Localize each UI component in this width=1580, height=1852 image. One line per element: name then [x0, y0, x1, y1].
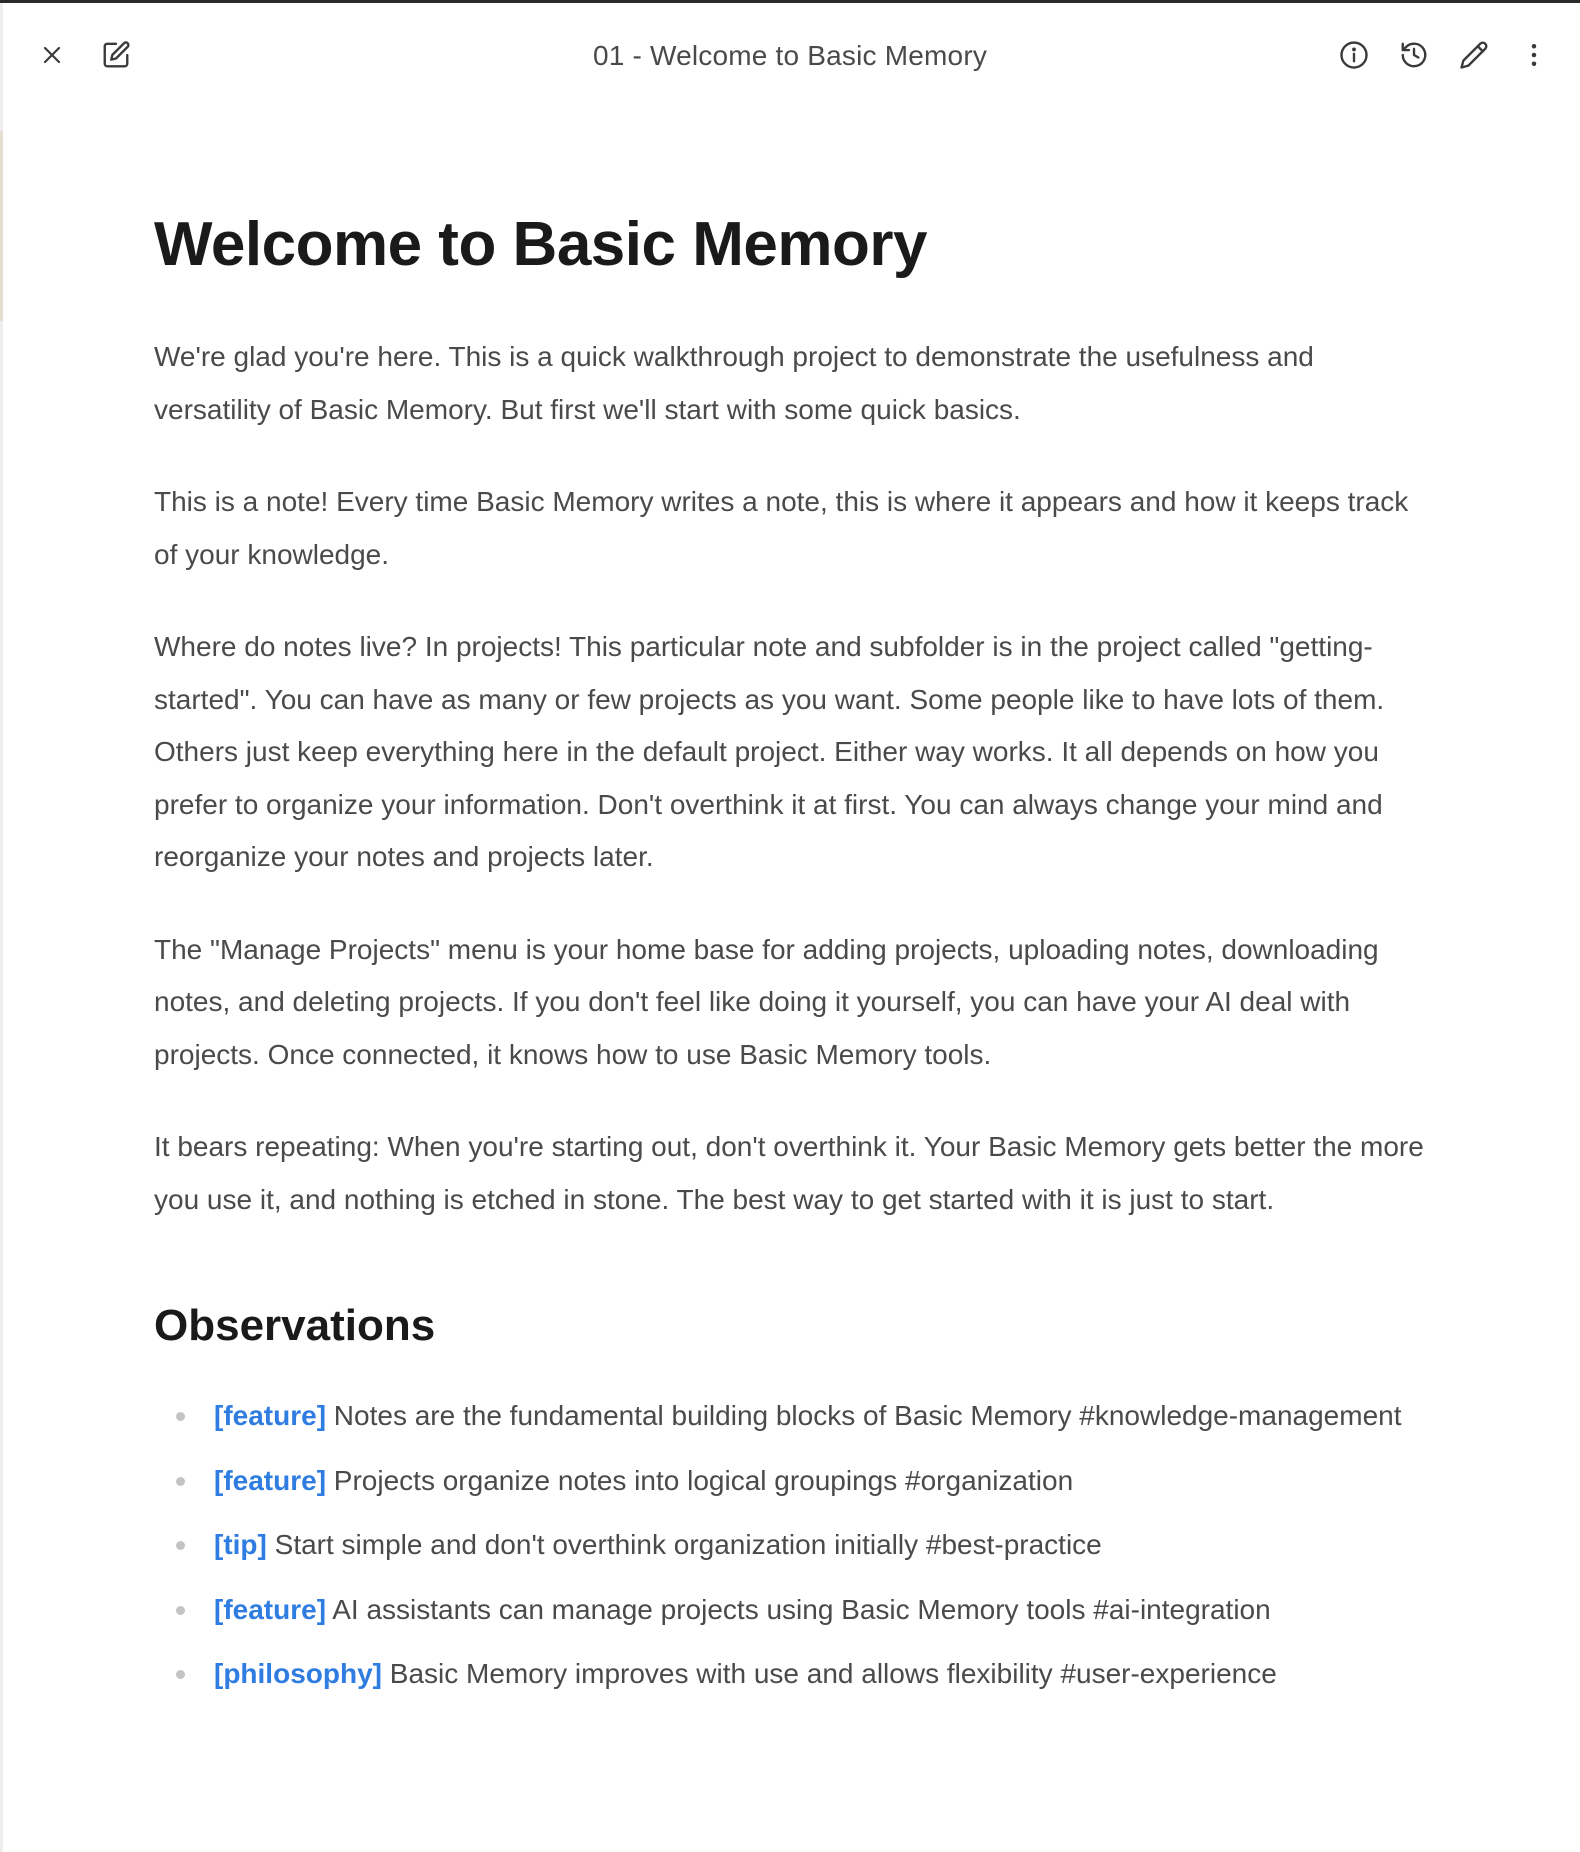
- observation-category-tag[interactable]: [philosophy]: [214, 1658, 382, 1689]
- close-button[interactable]: [30, 33, 74, 77]
- info-icon: [1339, 40, 1369, 70]
- paragraph: Where do notes live? In projects! This particular note and subfolder is in the project called "getting-started". You can have as many or few projects as you want. Some people like to have lots of them. Others just keep everything here in the default project. Either way works. It all depends on how you prefer to organize your information. Don't overthink it at first. You can always change your mind and reorganize your notes and projects later.: [154, 631, 1385, 872]
- observation-text: Basic Memory improves with use and allows flexibility #user-experience: [389, 1658, 1277, 1689]
- paragraph: The "Manage Projects" menu is your home base for adding projects, uploading notes, downloading notes, and deleting projects. If you don't feel like doing it yourself, you can have your AI deal with projects. Once connected, it knows how to use Basic Memory tools.: [154, 933, 1379, 1070]
- observation-category-tag[interactable]: [feature]: [214, 1400, 327, 1431]
- observation-category-tag[interactable]: [feature]: [214, 1593, 327, 1625]
- observation-text: AI assistants can manage projects using Basic Memory tools #ai-integration: [332, 1593, 1271, 1625]
- observation-item: [154, 1519, 1434, 1572]
- paragraph: This is a note! Every time Basic Memory writes a note, this is where it appears and how it keeps track of your knowledge.: [154, 486, 1409, 570]
- info-button[interactable]: [1332, 33, 1376, 77]
- history-button[interactable]: [1392, 33, 1436, 77]
- paragraph: It bears repeating: When you're starting out, don't overthink it. Your Basic Memory gets better the more you use it, and nothing is etched in stone. The best way to get started with it is just to start.: [154, 1131, 1424, 1215]
- observation-item: [154, 1455, 1434, 1508]
- paragraph: We're glad you're here. This is a quick walkthrough project to demonstrate the usefulness and versatility of Basic Memory. But first we'll start with some quick basics.: [154, 341, 1314, 425]
- observation-item: [154, 1390, 1434, 1443]
- bullet-dot: [176, 1477, 185, 1486]
- note-content: [154, 203, 1434, 1713]
- observation-category-tag[interactable]: [feature]: [214, 1464, 327, 1496]
- more-vertical-icon: [1519, 40, 1549, 70]
- note-title: Welcome to Basic Memory: [154, 210, 927, 279]
- bullet-dot: [176, 1541, 185, 1550]
- note-header: [0, 3, 1580, 109]
- close-icon: [40, 43, 64, 67]
- edit-pencil-icon: [1459, 40, 1489, 70]
- observation-item: [154, 1584, 1434, 1637]
- observation-text: Start simple and don't overthink organization initially #best-practice: [274, 1529, 1102, 1560]
- document-title: 01 - Welcome to Basic Memory: [592, 40, 988, 71]
- left-edge-accent: [0, 131, 3, 321]
- history-icon: [1399, 40, 1429, 70]
- bullet-dot: [176, 1412, 185, 1421]
- observation-item: [154, 1648, 1434, 1701]
- bullet-dot: [176, 1606, 185, 1615]
- edit-button[interactable]: [1452, 33, 1496, 77]
- bullet-dot: [176, 1670, 185, 1679]
- observation-category-tag[interactable]: [tip]: [214, 1529, 267, 1560]
- compose-icon: [101, 40, 131, 70]
- observation-text: Notes are the fundamental building blocks of Basic Memory #knowledge-management: [333, 1400, 1402, 1431]
- more-options-button[interactable]: [1512, 33, 1556, 77]
- observation-text: Projects organize notes into logical groupings #organization: [333, 1464, 1074, 1496]
- observations-heading: Observations: [154, 1301, 436, 1350]
- observations-list: [154, 1390, 1434, 1701]
- compose-button[interactable]: [94, 33, 138, 77]
